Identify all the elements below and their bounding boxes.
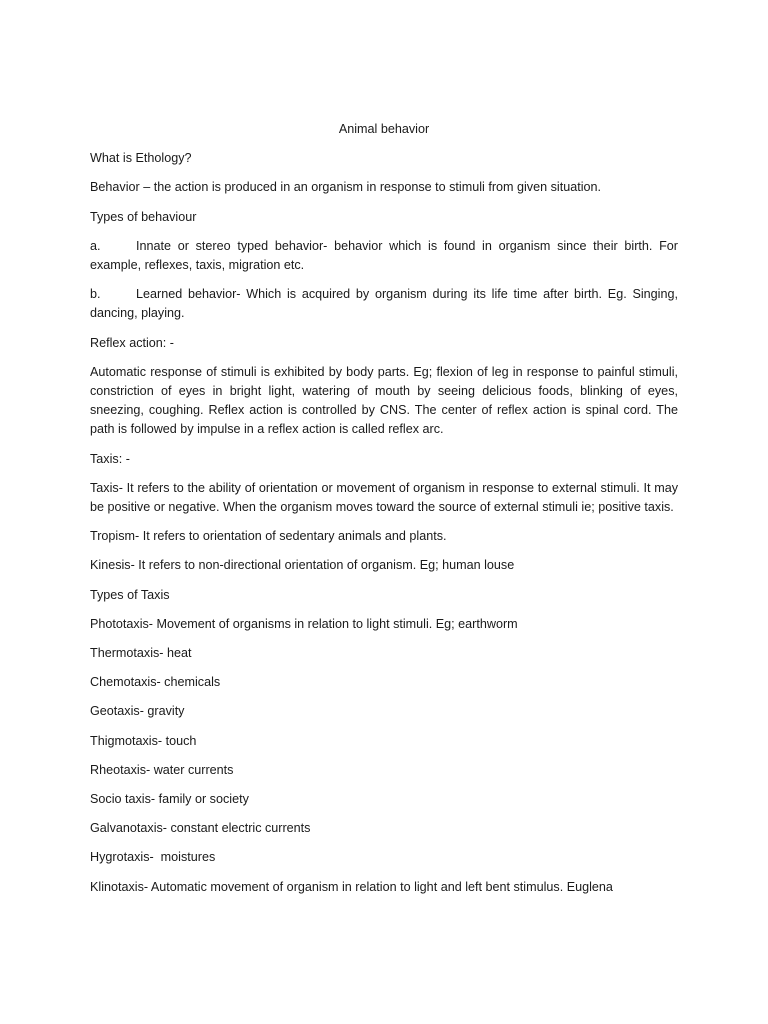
list-item-text: Learned behavior- Which is acquired by organism during its life time after birth. Eg. Singing, dancing, playing. <box>90 287 678 321</box>
taxis-type-item: Thigmotaxis- touch <box>90 733 197 748</box>
taxis-type-item: Geotaxis- gravity <box>90 704 185 719</box>
taxis-paragraph: Taxis- It refers to the ability of orientation or movement of organism in response to external stimuli. It may be positive or negative. When the organism moves toward the source of external stimuli ie; positive taxis. <box>90 480 678 515</box>
taxis-type-item: Thermotaxis- heat <box>90 646 192 661</box>
tropism-paragraph: Tropism- It refers to orientation of sedentary animals and plants. <box>90 529 447 544</box>
list-item-learned <box>90 285 678 323</box>
taxis-type-item: Galvanotaxis- constant electric currents <box>90 821 311 836</box>
document-body <box>90 120 678 907</box>
taxis-type-item: Klinotaxis- Automatic movement of organism in relation to light and left bent stimulus. Euglena <box>90 879 613 894</box>
taxis-type-item: Rheotaxis- water currents <box>90 762 234 777</box>
types-of-behaviour-heading: Types of behaviour <box>90 209 197 224</box>
question-heading: What is Ethology? <box>90 151 192 166</box>
list-item-label: b. <box>90 287 101 302</box>
taxis-type-item: Socio taxis- family or society <box>90 792 249 807</box>
taxis-type-item: Chemotaxis- chemicals <box>90 675 221 690</box>
types-of-taxis-heading: Types of Taxis <box>90 587 170 602</box>
list-item-innate <box>90 237 678 275</box>
taxis-type-item: Phototaxis- Movement of organisms in relation to light stimuli. Eg; earthworm <box>90 616 518 631</box>
reflex-action-heading: Reflex action: - <box>90 335 174 350</box>
reflex-action-paragraph: Automatic response of stimuli is exhibited by body parts. Eg; flexion of leg in response to painful stimuli, constriction of eyes in bright light, watering of mouth by seeing delicious foods, blinking of eyes, sneezing, coughing. Reflex action is controlled by CNS. The center of reflex action is spinal cord. The path is followed by impulse in a reflex action is called reflex arc. <box>90 364 678 437</box>
taxis-type-item: Hygrotaxis- moistures <box>90 850 216 865</box>
document-title: Animal behavior <box>338 122 430 136</box>
taxis-heading: Taxis: - <box>90 451 130 466</box>
list-item-label: a. <box>90 238 101 253</box>
list-item-text: Innate or stereo typed behavior- behavior which is found in organism since their birth. For example, reflexes, taxis, migration etc. <box>90 238 678 273</box>
kinesis-paragraph: Kinesis- It refers to non-directional orientation of organism. Eg; human louse <box>90 558 515 573</box>
behavior-definition: Behavior – the action is produced in an organism in response to stimuli from given situation. <box>90 180 602 195</box>
